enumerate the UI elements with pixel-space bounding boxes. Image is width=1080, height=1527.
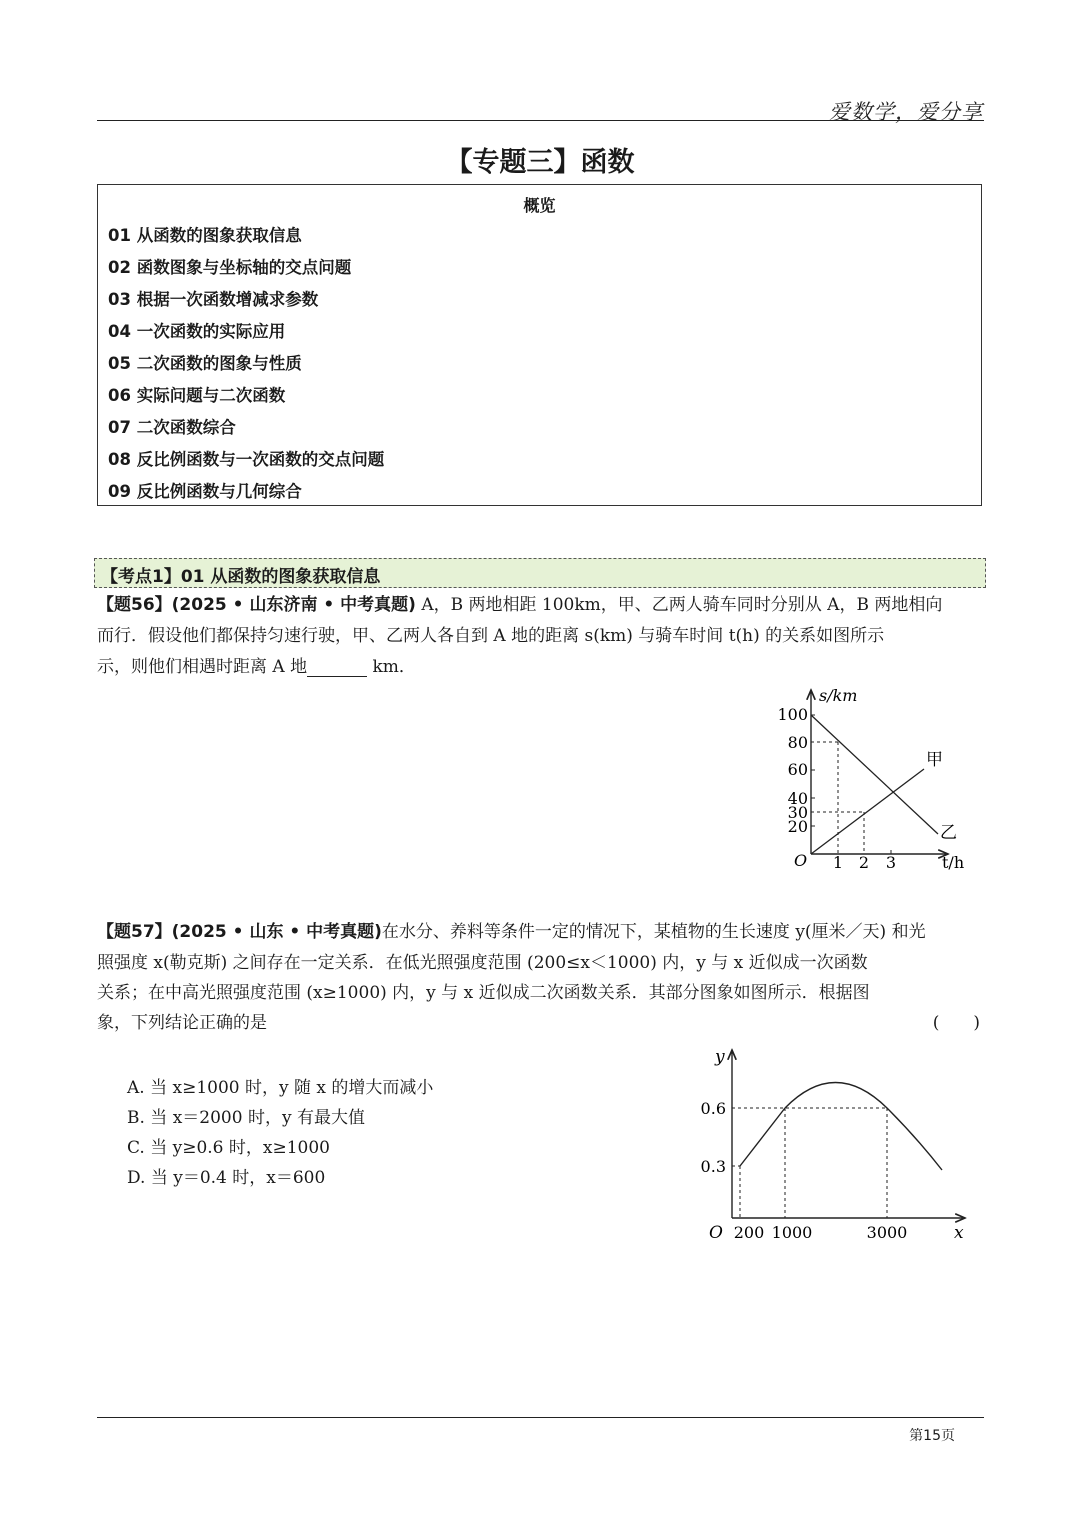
choice-c: C. 当 y≥0.6 时，x≥1000 bbox=[127, 1138, 330, 1158]
q57-line3: 关系；在中高光照强度范围 (x≥1000) 内，y 与 x 近似成二次函数关系．其部分图象如图所示．根据图 bbox=[97, 983, 870, 1003]
answer-blank bbox=[307, 660, 367, 677]
tick-label: 40 bbox=[787, 789, 808, 808]
x-axis-label: t/h bbox=[942, 853, 965, 872]
tick-label: 0.6 bbox=[700, 1099, 726, 1118]
overview-item: 02 函数图象与坐标轴的交点问题 bbox=[108, 258, 352, 277]
header-tagline: 爱数学，爱分享 bbox=[829, 100, 983, 124]
page-title: 【专题三】函数 bbox=[445, 147, 635, 178]
choice-a: A. 当 x≥1000 时，y 随 x 的增大而减小 bbox=[127, 1078, 434, 1098]
tick-label: 1 bbox=[832, 853, 844, 872]
overview-item: 07 二次函数综合 bbox=[108, 418, 236, 437]
tick-label: 200 bbox=[733, 1223, 765, 1242]
q57-line2: 照强度 x(勒克斯) 之间存在一定关系．在低光照强度范围 (200≤x＜1000) 内，y 与 x 近似成一次函数 bbox=[97, 953, 868, 973]
label-jia: 甲 bbox=[926, 750, 943, 770]
tick-label: 2 bbox=[858, 853, 870, 872]
q56-line3 bbox=[97, 657, 416, 677]
tick-label: 30 bbox=[787, 803, 808, 822]
tick-label: 1000 bbox=[771, 1223, 813, 1242]
q56-graph bbox=[770, 682, 980, 874]
parabola-curve bbox=[785, 1083, 942, 1171]
overview-item: 04 一次函数的实际应用 bbox=[108, 322, 286, 341]
x-axis-label: x bbox=[954, 1223, 964, 1243]
overview-item: 06 实际问题与二次函数 bbox=[108, 386, 286, 405]
overview-heading: 概览 bbox=[523, 196, 556, 215]
origin-label: O bbox=[709, 1223, 723, 1243]
q57-line4: 象，下列结论正确的是 bbox=[97, 1013, 267, 1033]
overview-item: 03 根据一次函数增减求参数 bbox=[108, 290, 319, 309]
tick-label: 20 bbox=[787, 817, 808, 836]
y-axis-label: y bbox=[715, 1047, 725, 1067]
q57-line1 bbox=[97, 922, 926, 942]
overview-item: 08 反比例函数与一次函数的交点问题 bbox=[108, 450, 385, 469]
origin-label: O bbox=[794, 851, 808, 870]
choice-b: B. 当 x＝2000 时，y 有最大值 bbox=[127, 1108, 365, 1128]
overview-box bbox=[97, 184, 982, 506]
q57-tag: 【题57】(2025 • 山东 • 中考真题) bbox=[97, 922, 382, 942]
label-yi: 乙 bbox=[940, 823, 957, 843]
q56-text-1: A，B 两地相距 100km，甲、乙两人骑车同时分别从 A，B 两地相向 bbox=[415, 595, 943, 615]
q57-graph bbox=[695, 1042, 980, 1248]
q57-text-1: 在水分、养料等条件一定的情况下，某植物的生长速度 y(厘米／天) 和光 bbox=[381, 922, 926, 942]
topic-banner-label: 【考点1】01 从函数的图象获取信息 bbox=[101, 567, 381, 587]
tick-label: 60 bbox=[787, 760, 808, 779]
tick-label: 0.3 bbox=[700, 1157, 726, 1176]
footer-rule bbox=[97, 1417, 984, 1418]
page-number: 第15页 bbox=[909, 1428, 955, 1444]
q56-tag: 【题56】(2025 • 山东济南 • 中考真题) bbox=[97, 595, 416, 615]
tick-label: 3 bbox=[885, 853, 897, 872]
topic-banner bbox=[94, 558, 986, 588]
overview-item: 09 反比例函数与几何综合 bbox=[108, 482, 302, 501]
q56-text-3b: km． bbox=[367, 657, 416, 677]
tick-label: 100 bbox=[777, 705, 808, 724]
y-axis-label: s/km bbox=[819, 686, 858, 705]
q56-line2: 而行．假设他们都保持匀速行驶，甲、乙两人各自到 A 地的距离 s(km) 与骑车时间 t(h) 的关系如图所示 bbox=[97, 626, 885, 646]
overview-item: 05 二次函数的图象与性质 bbox=[108, 354, 302, 373]
line-yi bbox=[811, 715, 938, 834]
tick-label: 80 bbox=[787, 733, 808, 752]
tick-label: 3000 bbox=[866, 1223, 908, 1242]
choice-d: D. 当 y＝0.4 时，x＝600 bbox=[127, 1168, 326, 1188]
line-jia bbox=[811, 769, 924, 854]
header-rule bbox=[97, 120, 984, 121]
overview-item: 01 从函数的图象获取信息 bbox=[108, 226, 302, 245]
q56-text-3a: 示，则他们相遇时距离 A 地 bbox=[97, 657, 308, 677]
q56-line1 bbox=[97, 595, 942, 615]
linear-segment bbox=[740, 1108, 785, 1166]
answer-paren: ( ) bbox=[932, 1013, 980, 1033]
